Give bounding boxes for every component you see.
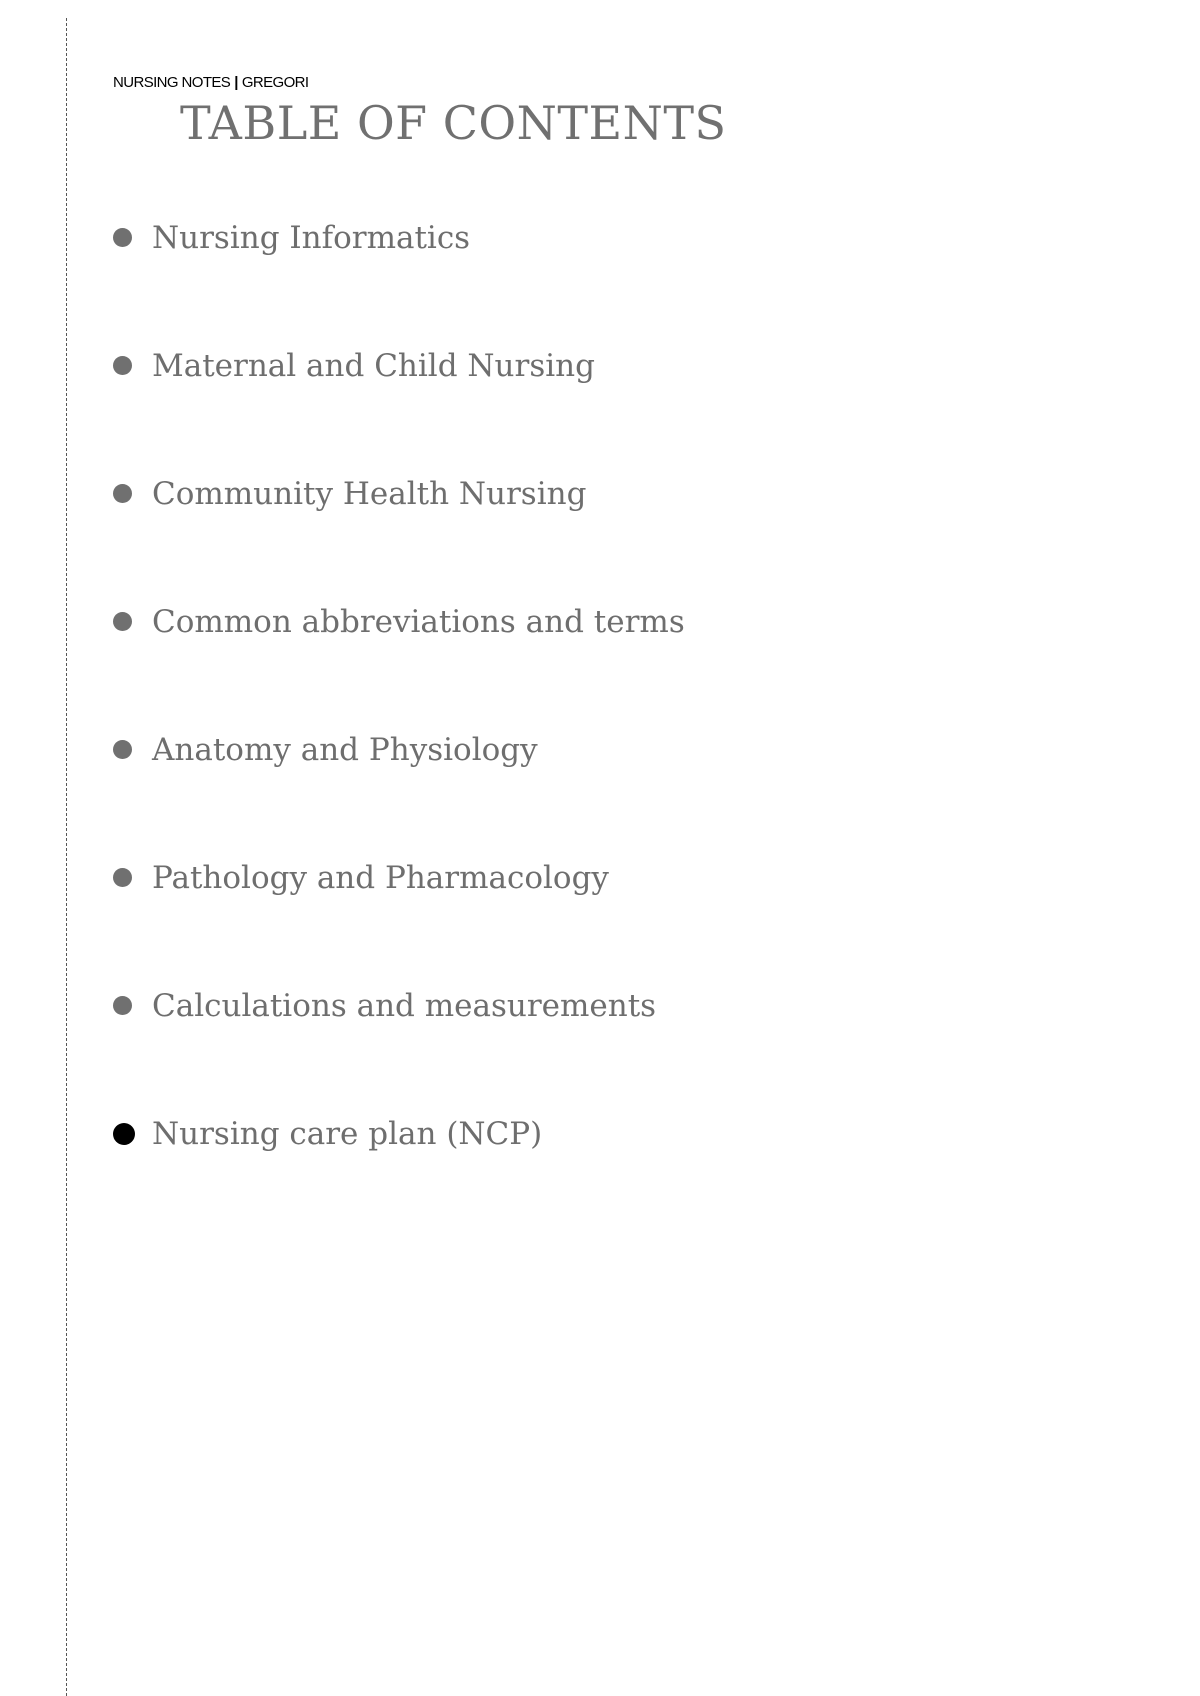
page-margin-divider [66,18,67,1696]
bullet-icon [113,1123,135,1145]
running-header [113,74,308,91]
toc-item-anatomy-physiology[interactable] [113,725,685,853]
header-separator: | [234,74,238,91]
toc-item-community-health-nursing[interactable] [113,469,685,597]
toc-item-label: Common abbreviations and terms [152,604,685,640]
toc-item-label: Anatomy and Physiology [152,732,538,768]
bullet-icon [113,612,132,631]
bullet-icon [113,356,132,375]
toc-item-pathology-pharmacology[interactable] [113,853,685,981]
toc-item-nursing-care-plan[interactable] [113,1109,685,1237]
bullet-icon [113,228,132,247]
toc-list [113,213,685,1237]
toc-item-label: Nursing care plan (NCP) [152,1116,543,1152]
bullet-icon [113,484,132,503]
toc-item-maternal-child-nursing[interactable] [113,341,685,469]
toc-item-calculations-measurements[interactable] [113,981,685,1109]
bullet-icon [113,868,132,887]
page-title: TABLE OF CONTENTS [180,96,727,150]
toc-item-nursing-informatics[interactable] [113,213,685,341]
bullet-icon [113,740,132,759]
toc-item-label: Pathology and Pharmacology [152,860,609,896]
bullet-icon [113,996,132,1015]
toc-item-label: Nursing Informatics [152,220,471,256]
header-left-text: NURSING NOTES [113,74,231,91]
toc-item-abbreviations-terms[interactable] [113,597,685,725]
header-right-text: GREGORI [241,74,309,91]
toc-item-label: Maternal and Child Nursing [152,348,595,384]
toc-item-label: Calculations and measurements [152,988,657,1024]
toc-item-label: Community Health Nursing [152,476,587,512]
